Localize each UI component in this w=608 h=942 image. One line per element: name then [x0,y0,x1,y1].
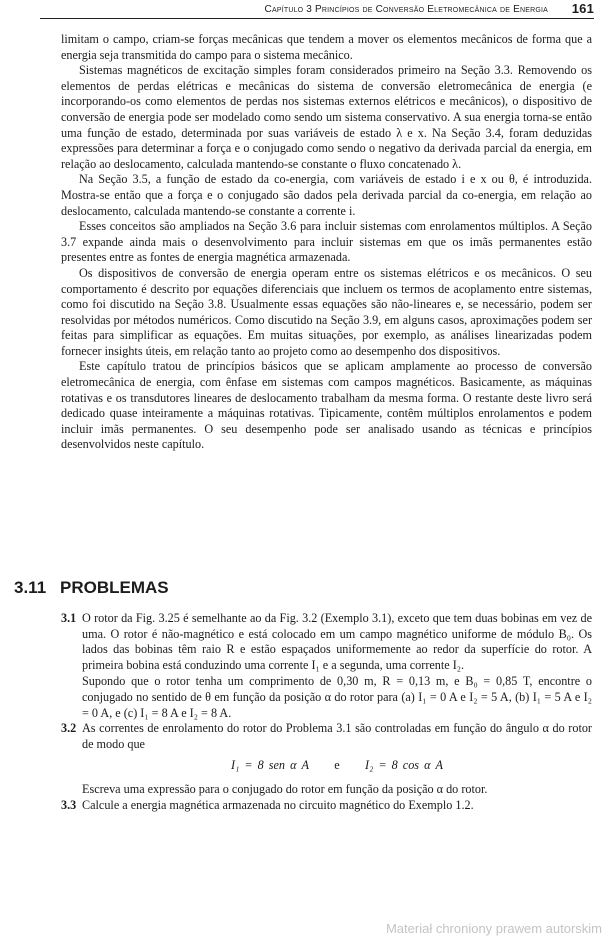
problem-text: Calcule a energia magnética armazenada no circuito magnético do Exemplo 1.2. [82,797,474,812]
problem-text: Escreva uma expressão para o conjugado do rotor em função da posição α do rotor. [82,781,488,796]
section-title: PROBLEMAS [60,578,169,597]
paragraph: Esses conceitos são ampliados na Seção 3.6 para incluir sistemas com enrolamentos múltiplos. A Seção 3.7 expande ainda mais o desenvolvimento para incluir sistemas em que os imãs permanentes estão presentes entre as fontes de energia magnética armazenada. [61,219,592,265]
problem-number: 3.3 [61,797,77,812]
problem-text: As correntes de enrolamento do rotor do Problema 3.1 são controladas em função do ângulo α do rotor de modo que [82,721,592,751]
paragraph: limitam o campo, criam-se forças mecânicas que tendem a mover os elementos mecânicos de forma que a energia seja transmitida do campo para o sistema mecânico. [61,32,592,62]
running-title: Capítulo 3 Princípios de Conversão Eletromecânica de Energia [264,4,548,15]
running-header [40,0,594,19]
page-number: 161 [571,1,594,16]
formula-right: I₂ = 8 cos α A [365,758,443,773]
problem-text: O rotor da Fig. 3.25 é semelhante ao da Fig. 3.2 (Exemplo 3.1), exceto que tem duas bobinas em vez de uma. O rotor é não-magnético e está colocado em um campo magnético uniforme de módulo B₀. Os lados das bobinas têm raio R e estão espaçados uniformemente ao redor da superfície do rotor. A primeira bobina está conduzindo uma corrente I₁ e a segunda, uma corrente I₂. [82,611,592,672]
formula [82,758,592,774]
paragraph: Na Seção 3.5, a função de estado da co-energia, com variáveis de estado i e x ou θ, é introduzida. Mostra-se então que a força e o conjugado são dados pela derivada parcial da co-energia, em relação ao deslocamento, calculada mantendo-se constante a corrente i. [61,172,592,218]
problem-item [61,611,592,721]
watermark: Materiał chroniony prawem autorskim [385,921,602,936]
paragraph: Sistemas magnéticos de excitação simples foram considerados primeiro na Seção 3.3. Removendo os elementos de perdas elétricas e mecânicas do sistema de conversão eletromecânica de energia (e incorporando-os como elementos de perdas nos sistemas externos elétricos e mecânicos), o dispositivo de conversão de energia pode ser modelado como sendo um sistema conservativo. A sua energia torna-se então uma função de estado, determinada por suas variáveis de estado λ e x. Na Seção 3.4, foram deduzidas expressões para determinar a força e o conjugado como sendo o negativo da derivada parcial da energia, em relação ao deslocamento, calculada mantendo-se constante o fluxo concatenado λ. [61,63,592,171]
formula-left: I₁ = 8 sen α A [231,758,309,773]
problem-item [61,721,592,797]
problem-text: Supondo que o rotor tenha um comprimento de 0,30 m, R = 0,13 m, e B₀ = 0,85 T, encontre o conjugado no sentido de θ em função da posição α do rotor para (a) I₁ = 0 A e I₂ = 5 A, (b) I₁ = 5 A e I₂ = 0 A, e (c) I₁ = 8 A e I₂ = 8 A. [82,674,592,720]
problems-list [61,611,592,813]
paragraph: Este capítulo tratou de princípios básicos que se aplicam amplamente ao processo de conversão eletromecânica de energia, com ênfase em sistemas com campos magnéticos. Basicamente, as máquinas rotativas e os transdutores lineares de deslocamento trabalham da mesma forma. O restante deste livro será dedicado quase inteiramente a máquinas rotativas. Tipicamente, contêm múltiplos enrolamentos e podem incluir imãs permanentes. O seu desempenho pode ser analisado usando as técnicas e princípios desenvolvidos neste capítulo. [61,359,592,452]
section-number: 3.11 [14,578,47,597]
problem-number: 3.2 [61,721,77,736]
problem-item [61,798,592,814]
formula-connector: e [334,758,340,773]
problem-number: 3.1 [61,611,77,625]
body-text [61,32,592,453]
section-heading [14,578,169,598]
paragraph: Os dispositivos de conversão de energia operam entre os sistemas elétricos e os mecânicos. O seu comportamento é descrito por equações diferenciais que incluem os termos de acoplamento entre sistemas, como foi discutido na Seção 3.8. Usualmente essas equações são não-lineares e, se necessário, podem ser resolvidas por métodos numéricos. Como discutido na Seção 3.9, em alguns casos, aproximações podem ser feitas para simplificar as equações. Em muitas situações, por exemplo, as análises linearizadas podem fornecer insights úteis, em relação tanto ao projeto como ao desempenho dos dispositivos. [61,265,592,358]
